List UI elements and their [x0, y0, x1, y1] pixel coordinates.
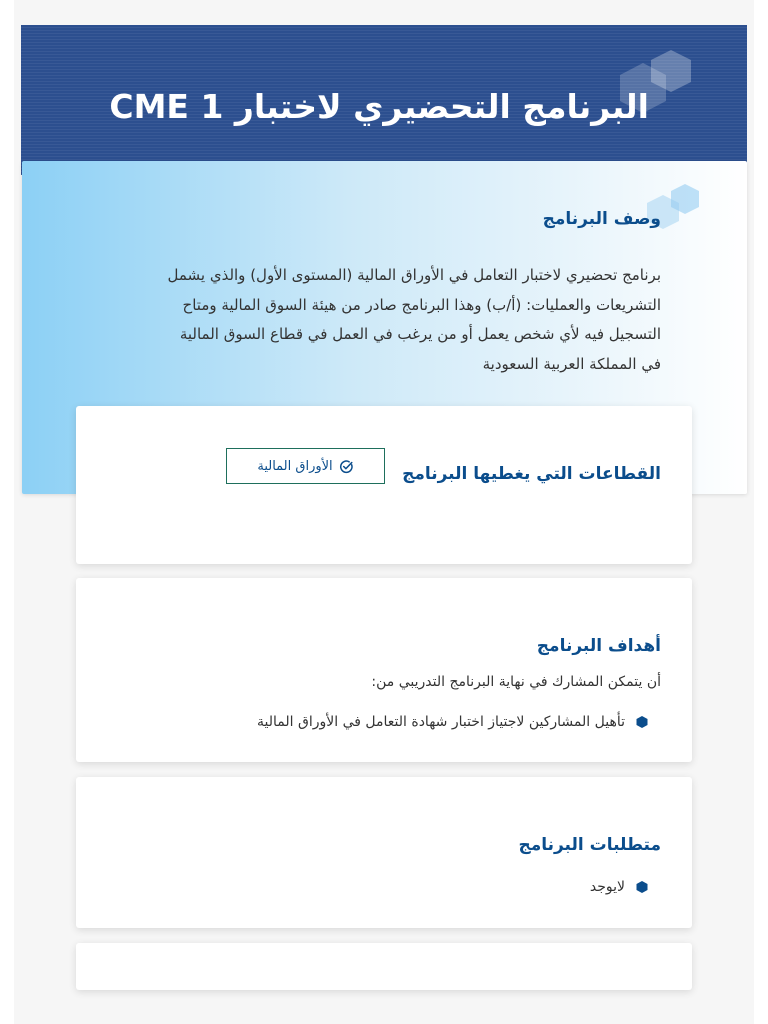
requirement-item-text: لايوجد: [589, 879, 625, 895]
description-text: [101, 261, 661, 379]
description-line: في المملكة العربية السعودية: [482, 354, 661, 373]
sectors-title: القطاعات التي يغطيها البرنامج: [402, 464, 661, 484]
description-line: التشريعات والعمليات: (أ/ب) وهذا البرنامج صادر من هيئة السوق المالية ومتاح: [182, 295, 661, 314]
description-line: التسجيل فيه لأي شخص يعمل أو من يرغب في العمل في قطاع السوق المالية: [179, 325, 661, 343]
sector-tag-securities[interactable]: [226, 448, 385, 484]
list-item: [257, 714, 649, 730]
hero-banner: [21, 25, 747, 175]
hexagon-bullet-icon: [635, 880, 649, 894]
goals-card: [76, 578, 692, 762]
sector-tag-label: الأوراق المالية: [257, 458, 333, 474]
hexagon-bullet-icon: [635, 715, 649, 729]
goals-title: أهداف البرنامج: [536, 636, 661, 656]
requirements-title: متطلبات البرنامج: [518, 835, 661, 855]
description-title: وصف البرنامج: [542, 209, 661, 229]
next-section-card: [76, 943, 692, 990]
goal-item-text: تأهيل المشاركين لاجتياز اختبار شهادة التعامل في الأوراق المالية: [257, 714, 625, 730]
list-item: [590, 879, 649, 895]
check-circle-icon: [339, 459, 354, 474]
description-line: برنامج تحضيري لاختبار التعامل في الأوراق المالية (المستوى الأول) والذي يشمل: [167, 266, 661, 284]
sectors-card: [76, 406, 692, 564]
goals-intro: أن يتمكن المشارك في نهاية البرنامج التدريبي من:: [371, 674, 661, 690]
requirements-card: [76, 777, 692, 928]
page-title: البرنامج التحضيري لاختبار CME 1: [109, 87, 649, 126]
